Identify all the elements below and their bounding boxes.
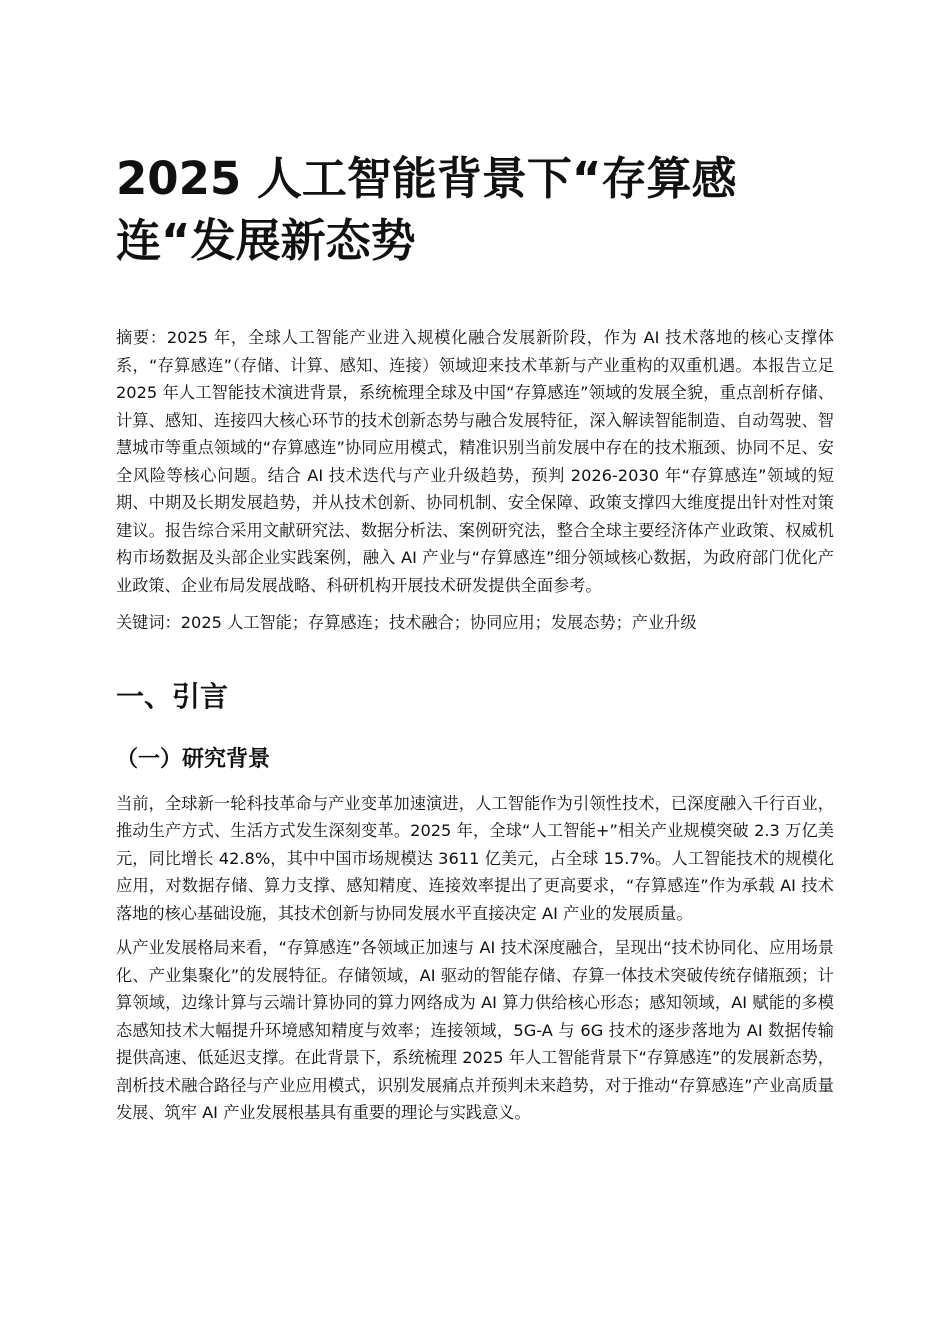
document-title: 2025 人工智能背景下“存算感连“发展新态势 (116, 152, 737, 267)
abstract-paragraph: 摘要：2025 年，全球人工智能产业进入规模化融合发展新阶段，作为 AI 技术落地的核心支撑体系，“存算感连”（存储、计算、感知、连接）领域迎来技术革新与产业重构的双重机遇。本报告立足 2025 年人工智能技术演进背景，系统梳理全球及中国“存算感连”领域的发展全貌，重点剖析存储、计算、感知、连接四大核心环节的技术创新态势与融合发展特征，深入解读智能制造、自动驾驶、智慧城市等重点领域的“存算感连”协同应用模式，精准识别当前发展中存在的技术瓶颈、协同不足、安全风险等核心问题。结合 AI 技术迭代与产业升级趋势，预判 2026-2030 年“存算感连”领域的短期、中期及长期发展趋势，并从技术创新、协同机制、安全保障、政策支撑四大维度提出针对性对策建议。报告综合采用文献研究法、数据分析法、案例研究法，整合全球主要经济体产业政策、权威机构市场数据及头部企业实践案例，融入 AI 产业与“存算感连”细分领域核心数据，为政府部门优化产业政策、企业布局发展战略、科研机构开展技术研发提供全面参考。 (116, 328, 834, 595)
body-paragraph: 当前，全球新一轮科技革命与产业变革加速演进，人工智能作为引领性技术，已深度融入千行百业，推动生产方式、生活方式发生深刻变革。2025 年，全球“人工智能+”相关产业规模突破 2.3 万亿美元，同比增长 42.8%，其中中国市场规模达 3611 亿美元，占全球 15.7%。人工智能技术的规模化应用，对数据存储、算力支撑、感知精度、连接效率提出了更高要求，“存算感连”作为承载 AI 技术落地的核心基础设施，其技术创新与协同发展水平直接决定 AI 产业的发展质量。 (116, 793, 834, 923)
body-paragraph: 从产业发展格局来看，“存算感连”各领域正加速与 AI 技术深度融合，呈现出“技术协同化、应用场景化、产业集聚化”的发展特征。存储领域，AI 驱动的智能存储、存算一体技术突破传统存储瓶颈；计算领域，边缘计算与云端计算协同的算力网络成为 AI 算力供给核心形态；感知领域，AI 赋能的多模态感知技术大幅提升环境感知精度与效率；连接领域，5G-A 与 6G 技术的逐步落地为 AI 数据传输提供高速、低延迟支撑。在此背景下，系统梳理 2025 年人工智能背景下“存算感连”的发展新态势，剖析技术融合路径与产业应用模式，识别发展痛点并预判未来趋势，对于推动“存算感连”产业高质量发展、筑牢 AI 产业发展根基具有重要的理论与实践意义。 (116, 938, 834, 1122)
keywords-line: 关键词：2025 人工智能；存算感连；技术融合；协同应用；发展态势；产业升级 (116, 613, 697, 632)
section-heading-introduction: 一、引言 (116, 679, 229, 713)
subsection-heading-research-background: （一）研究背景 (116, 746, 271, 772)
